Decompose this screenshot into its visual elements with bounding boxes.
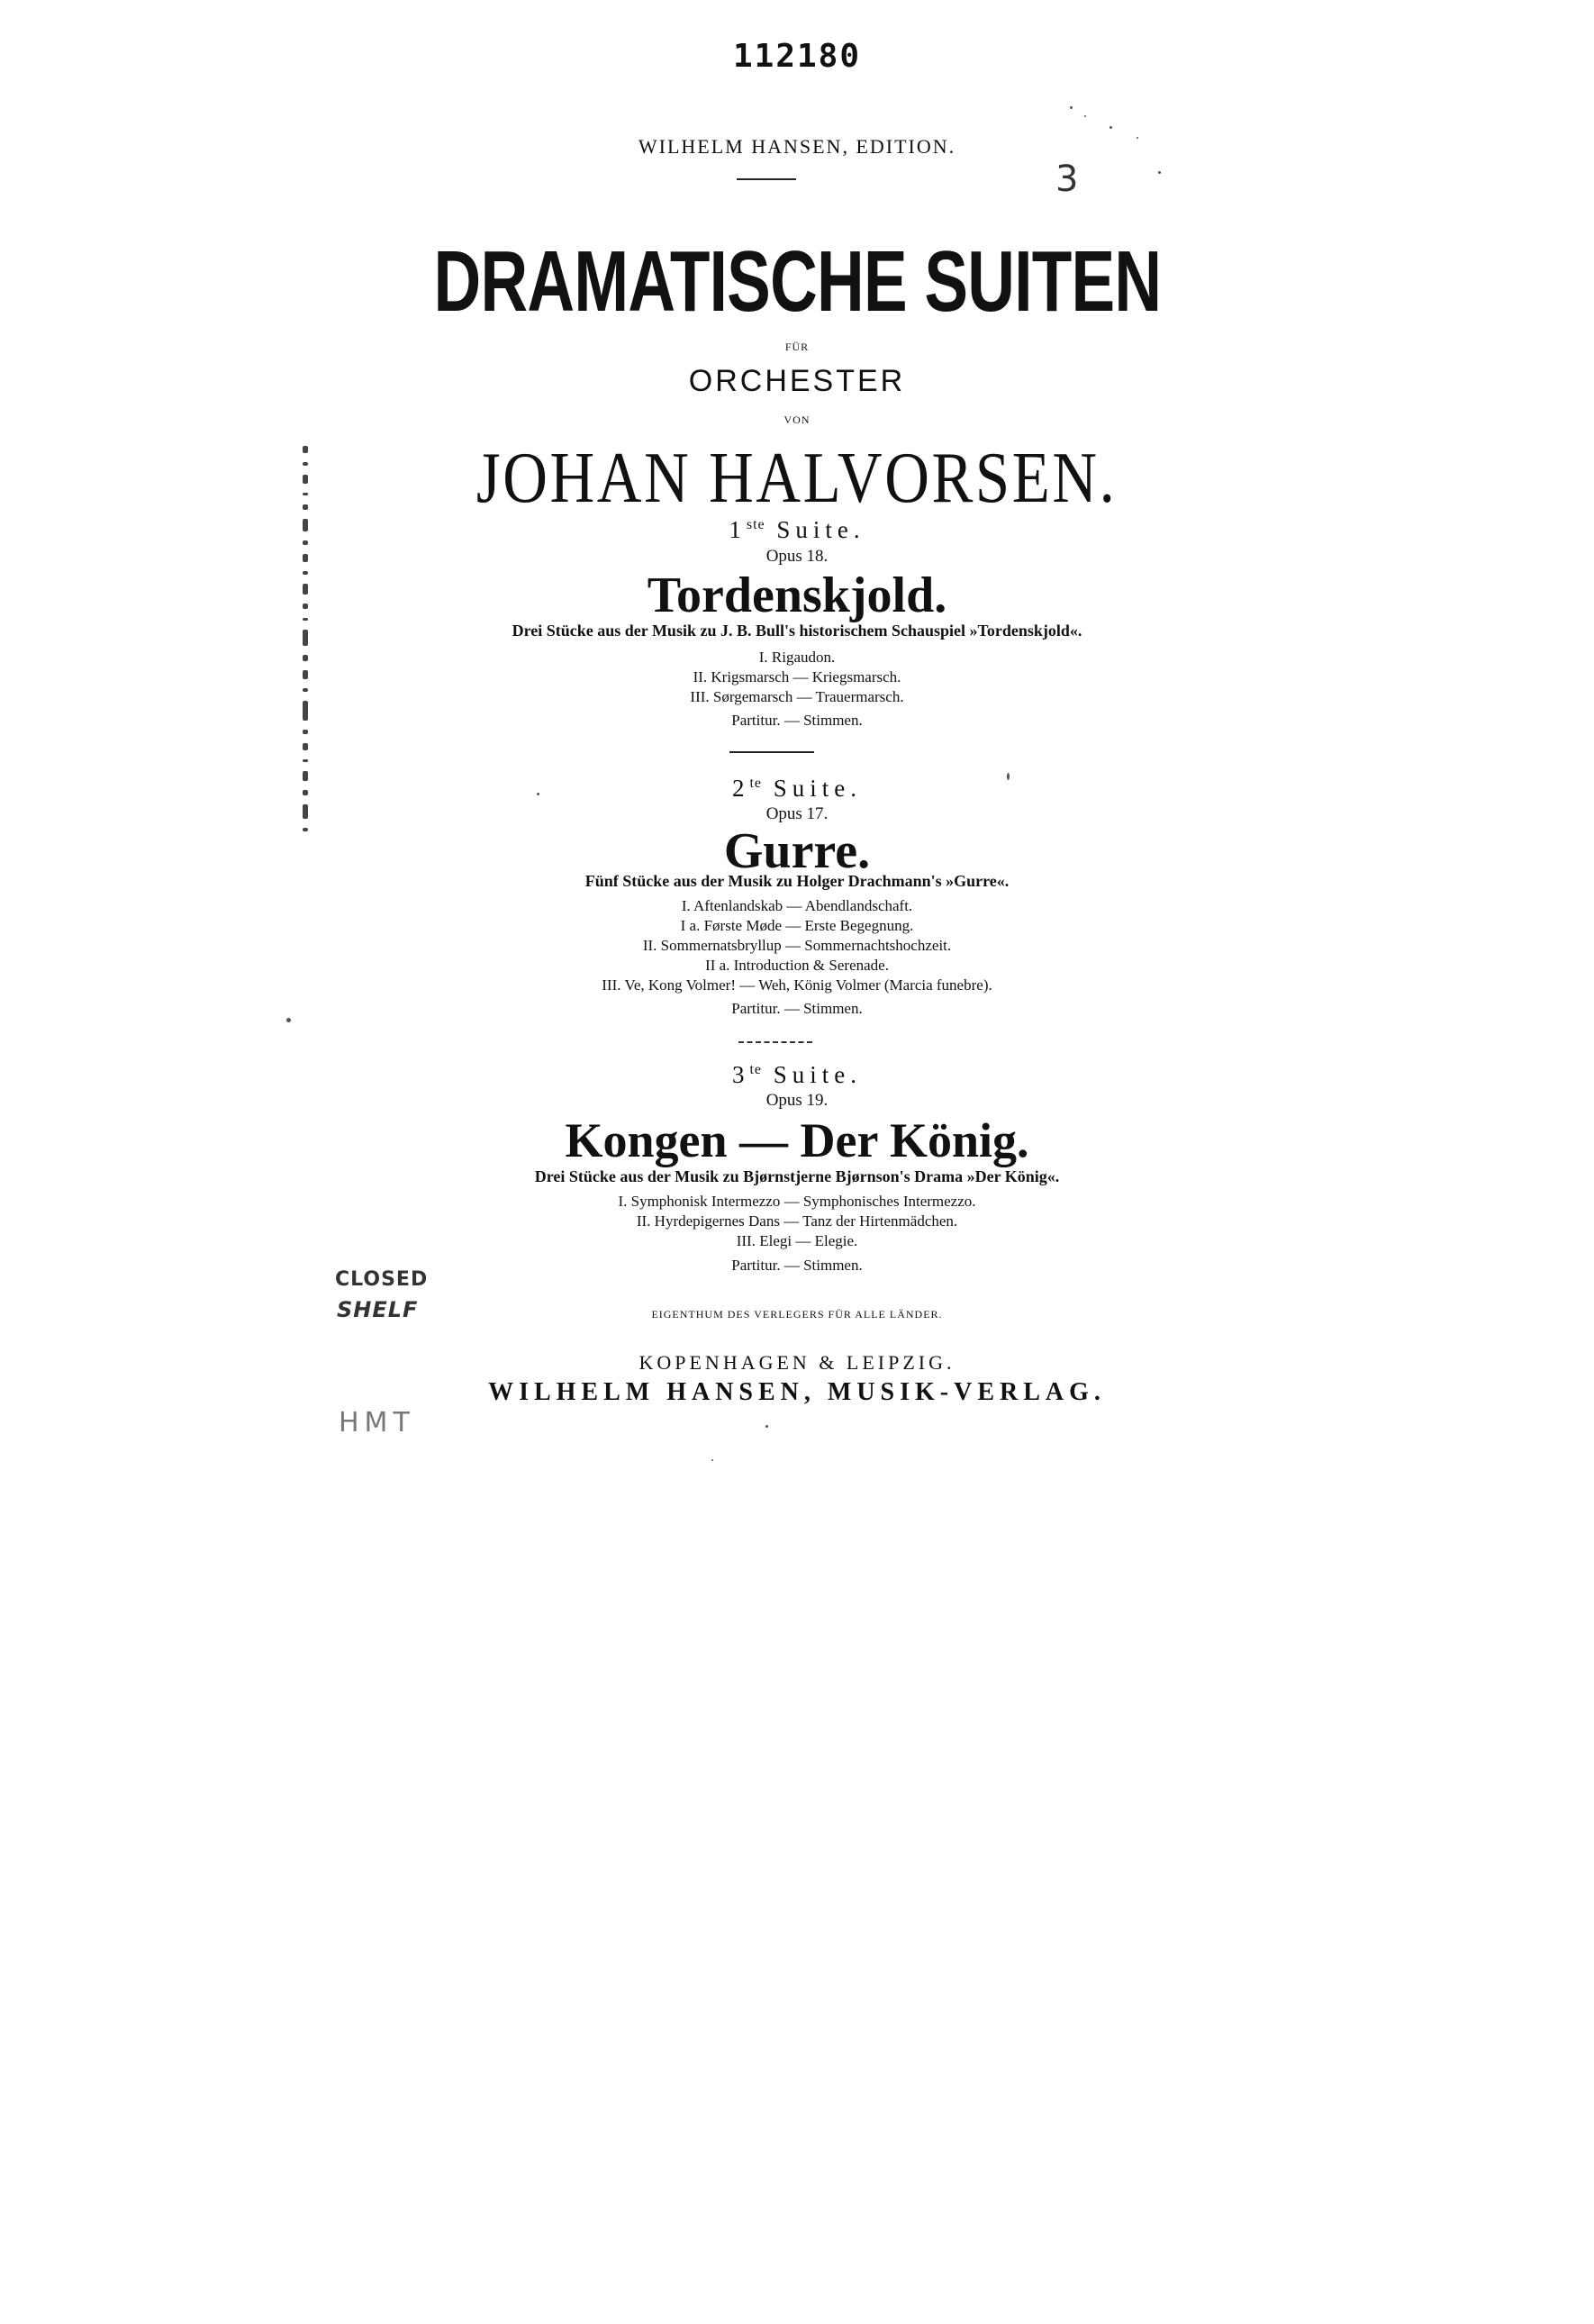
suite-3-title: Kongen — Der König. — [565, 1113, 1029, 1167]
scan-speck — [765, 1425, 768, 1428]
scan-speck — [1007, 773, 1010, 780]
margin-speck — [286, 1018, 291, 1022]
suite-2-movement-2: I a. Første Møde — Erste Begegnung. — [680, 917, 914, 934]
main-title: DRAMATISCHE SUITEN — [433, 233, 1161, 330]
scan-speck — [1158, 171, 1161, 174]
suite-2-movement-3: II. Sommernatsbryllup — Sommernachtshochzeit. — [642, 937, 952, 954]
suite-1-description: Drei Stücke aus der Musik zu J. B. Bull's historischem Schauspiel »Tordenskjold«. — [512, 622, 1082, 640]
suite-2-movement-1: I. Aftenlandskab — Abendlandschaft. — [681, 897, 913, 914]
scan-speck — [711, 1459, 713, 1461]
scan-speck — [537, 793, 539, 795]
margin-binding-marks — [295, 446, 315, 1040]
suite-1-heading: 1ste Suite. — [729, 516, 865, 543]
fur-label: FÜR — [784, 340, 810, 353]
stamp-shelf: SHELF — [337, 1297, 419, 1322]
suite-1-title: Tordenskjold. — [647, 567, 947, 623]
suite-1-movement-3: III. Sørgemarsch — Trauermarsch. — [690, 688, 904, 705]
suite-2-divider — [738, 1041, 812, 1043]
suite-3-movement-1: I. Symphonisk Intermezzo — Symphonisches Intermezzo. — [618, 1193, 976, 1210]
instrument-label: ORCHESTER — [688, 364, 906, 398]
scan-speck — [1070, 106, 1073, 109]
suite-2-availability: Partitur. — Stimmen. — [731, 1000, 863, 1017]
stamp-closed: CLOSED — [335, 1268, 429, 1291]
suite-2-opus: Opus 17. — [765, 804, 829, 823]
suite-1-divider — [729, 751, 814, 753]
suite-1-opus: Opus 18. — [765, 547, 829, 566]
suite-1-availability: Partitur. — Stimmen. — [731, 712, 863, 729]
handwritten-page-number: 3 — [1055, 159, 1079, 200]
rights-notice: EIGENTHUM DES VERLEGERS FÜR ALLE LÄNDER. — [651, 1308, 943, 1321]
suite-3-description: Drei Stücke aus der Musik zu Bjørnstjerne Bjørnson's Drama »Der König«. — [534, 1167, 1060, 1185]
header-divider — [737, 178, 796, 180]
suite-2-movement-4: II a. Introduction & Serenade. — [705, 957, 889, 974]
suite-2-heading: $2^{te}$ Suite. — [731, 775, 863, 802]
suite-3-movement-3: III. Elegi — Elegie. — [736, 1232, 858, 1249]
publisher-place: KOPENHAGEN & LEIPZIG. — [639, 1351, 955, 1374]
publisher-name: WILHELM HANSEN, MUSIK-VERLAG. — [488, 1378, 1106, 1406]
suite-1-movement-1: I. Rigaudon. — [758, 649, 836, 666]
suite-2-movement-5: III. Ve, Kong Volmer! — Weh, König Volmer (Marcia funebre). — [602, 976, 992, 994]
suite-2-title: Gurre. — [723, 823, 871, 879]
suite-1-movement-2: II. Krigsmarsch — Kriegsmarsch. — [693, 668, 901, 685]
suite-3-opus: Opus 19. — [765, 1091, 829, 1110]
scan-speck — [1084, 115, 1086, 117]
suite-3-heading: $3^{te}$ Suite. — [731, 1061, 863, 1088]
composer-name: JOHAN HALVORSEN. — [476, 439, 1118, 518]
von-label: VON — [783, 413, 811, 426]
publisher-edition: WILHELM HANSEN, EDITION. — [638, 135, 956, 158]
stamp-hmt: HMT — [339, 1407, 415, 1439]
suite-2-description: Fünf Stücke aus der Musik zu Holger Drachmann's »Gurre«. — [584, 872, 1010, 890]
scan-speck — [1109, 126, 1112, 129]
scan-speck — [1137, 137, 1138, 139]
catalog-number: 112180 — [732, 38, 862, 75]
suite-3-availability: Partitur. — Stimmen. — [731, 1257, 863, 1274]
suite-3-movement-2: II. Hyrdepigernes Dans — Tanz der Hirtenmädchen. — [636, 1212, 958, 1230]
